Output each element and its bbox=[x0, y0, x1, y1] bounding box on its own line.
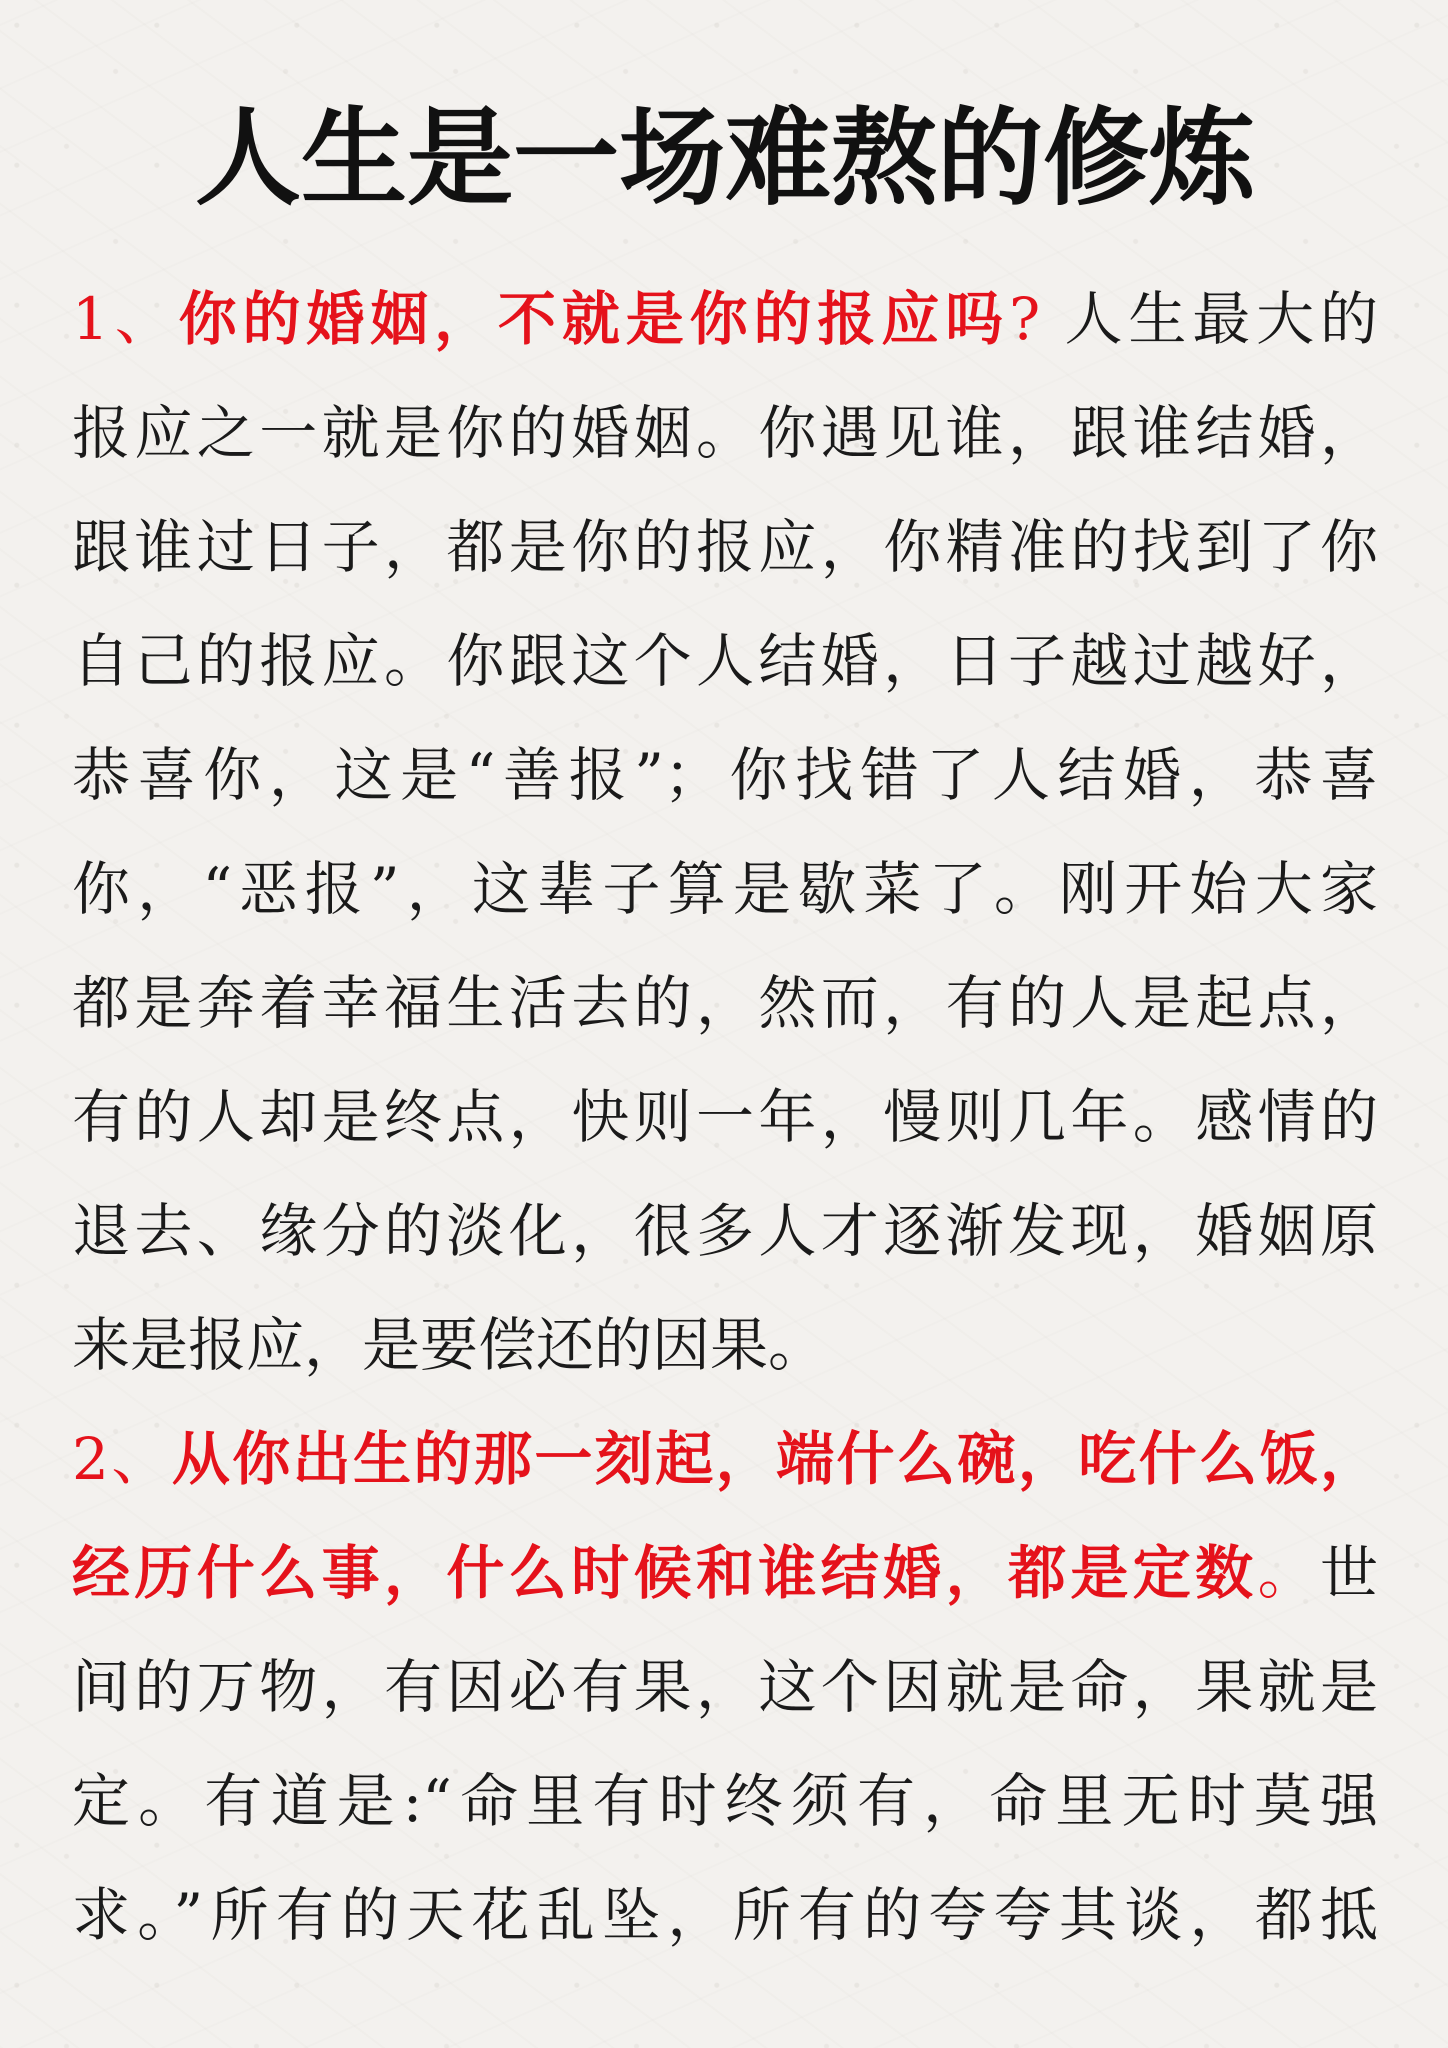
page-title: 人生是一场难熬的修炼 bbox=[195, 97, 1255, 220]
highlight-heading: 经历什么事，什么时候和谁结婚，都是定数 bbox=[72, 1539, 1258, 1607]
text-line bbox=[72, 262, 1378, 376]
text-line: 来是报应，是要偿还的因果。 bbox=[72, 1311, 827, 1379]
text-line: 退去、缘分的淡化，很多人才逐渐发现，婚姻原 bbox=[72, 1197, 1378, 1265]
text-line: 自己的报应。你跟这个人结婚，日子越过越好， bbox=[72, 627, 1378, 695]
text-line: 你，“恶报”，这辈子算是歇菜了。刚开始大家 bbox=[72, 855, 1378, 923]
text-line: 跟谁过日子，都是你的报应，你精准的找到了你 bbox=[72, 513, 1378, 581]
highlight-punct: 。 bbox=[1257, 1539, 1320, 1607]
highlight-heading: 从你出生的那一刻起，端什么碗，吃什么饭， bbox=[171, 1425, 1378, 1493]
highlight-heading: 你的婚姻，不就是你的报应吗 bbox=[178, 285, 1010, 353]
paragraph-1 bbox=[72, 262, 1378, 1402]
text-line: 定。有道是:“命里有时终须有，命里无时莫强 bbox=[72, 1767, 1378, 1835]
highlight-punct: ? bbox=[1009, 285, 1041, 353]
text-line: 间的万物，有因必有果，这个因就是命，果就是 bbox=[72, 1653, 1378, 1721]
text-line bbox=[72, 1516, 1378, 1630]
text-line bbox=[72, 1402, 1378, 1516]
line-text: 世 bbox=[1319, 1539, 1378, 1607]
article-body bbox=[72, 262, 1378, 1972]
text-line: 都是奔着幸福生活去的，然而，有的人是起点， bbox=[72, 969, 1378, 1037]
text-line: 有的人却是终点，快则一年，慢则几年。感情的 bbox=[72, 1083, 1378, 1151]
text-line: 求。”所有的天花乱坠，所有的夸夸其谈，都抵 bbox=[72, 1881, 1378, 1949]
line-text: 人生最大的 bbox=[1040, 285, 1378, 353]
item-number: 2、 bbox=[72, 1425, 172, 1493]
text-line: 恭喜你，这是“善报”；你找错了人结婚，恭喜 bbox=[72, 741, 1378, 809]
item-number: 1、 bbox=[72, 285, 179, 353]
paragraph-2 bbox=[72, 1402, 1378, 1972]
text-line: 报应之一就是你的婚姻。你遇见谁，跟谁结婚， bbox=[72, 399, 1378, 467]
